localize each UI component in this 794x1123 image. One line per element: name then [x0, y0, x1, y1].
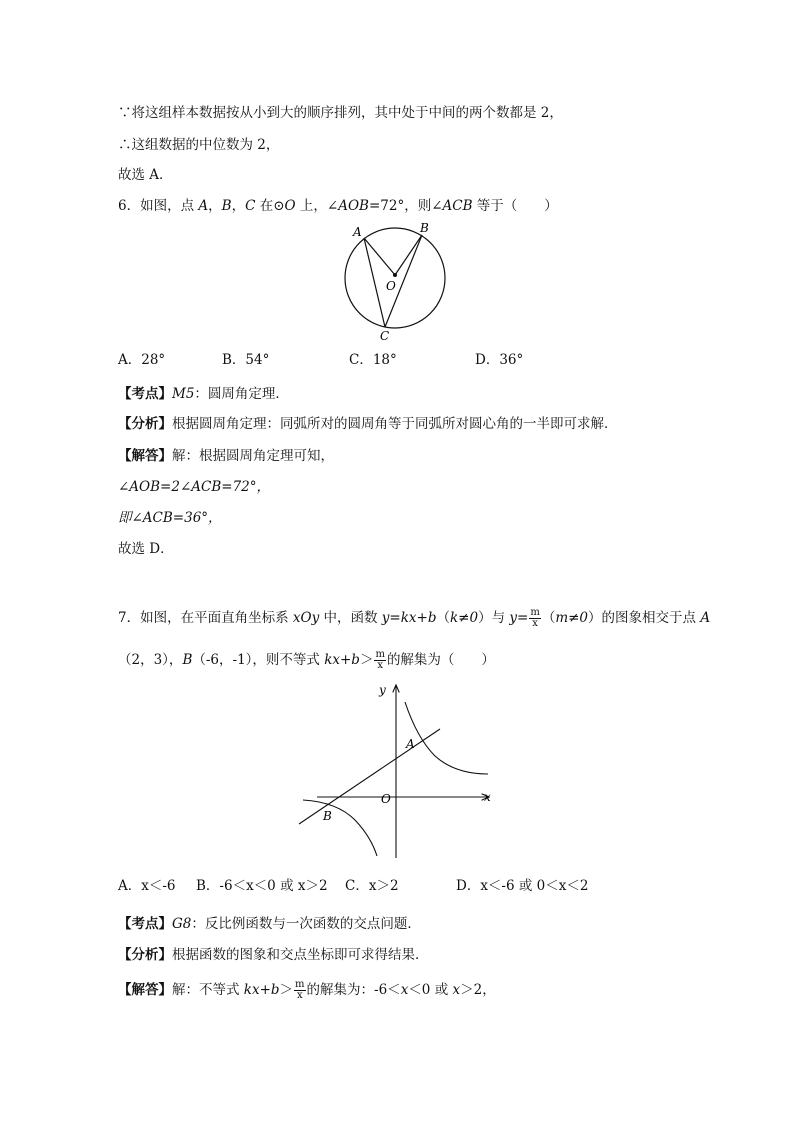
- fraction-m-over-x: $\frac{m}{x}$: [375, 649, 385, 671]
- q7-jieda: 【解答】解：不等式 kx+b＞ $\frac{m}{x}$ 的解集为：-6＜x＜0 或 x＞2，: [118, 979, 496, 1001]
- q6-choice-a: A．28°: [118, 352, 166, 368]
- label-c: C: [380, 329, 390, 343]
- q7-choice-c: C．x＞2: [345, 878, 399, 894]
- q6-kaodian: 【考点】M5：圆周角定理．: [118, 386, 289, 402]
- intro-line-3: 故选 A．: [118, 167, 173, 183]
- q6-step-2: 即∠ACB=36°，: [118, 510, 222, 526]
- q6-choice-c: C．18°: [349, 352, 397, 368]
- q7-graph-figure: [295, 680, 500, 860]
- label-a: A: [353, 225, 362, 239]
- circle-o: [345, 228, 445, 328]
- label-b: B: [420, 221, 429, 235]
- q6-choice-d: D．36°: [475, 352, 524, 368]
- hyperbola-branch-third-quadrant: [303, 800, 377, 856]
- label-b: B: [323, 809, 332, 823]
- q7-stem-line-1: 7．如图，在平面直角坐标系 xOy 中，函数 y=kx+b（k≠0）与 y= $\frac{m}{x}$ （m≠0）的图象相交于点 A: [118, 607, 711, 629]
- q6-stem: 6．如图，点 A，B，C 在⊙O 上，∠AOB=72°，则∠ACB 等于（ ）: [118, 198, 558, 214]
- linear-function-line: [299, 729, 440, 824]
- q6-fenxi: 【分析】根据圆周角定理：同弧所对的圆周角等于同弧所对圆心角的一半即可求解．: [118, 416, 618, 432]
- q6-step-1: ∠AOB=2∠ACB=72°，: [118, 479, 271, 495]
- q6-circle-figure: [340, 220, 455, 345]
- label-o: O: [381, 792, 391, 806]
- hyperbola-branch-first-quadrant: [405, 702, 488, 774]
- q7-choice-b: B．-6＜x＜0 或 x＞2: [196, 878, 328, 894]
- fraction-m-over-x: $\frac{m}{x}$: [295, 979, 305, 1001]
- q7-choice-d: D．x＜-6 或 0＜x＜2: [456, 878, 589, 894]
- q7-kaodian: 【考点】G8：反比例函数与一次函数的交点问题．: [118, 916, 421, 932]
- q6-choice-b: B．54°: [222, 352, 270, 368]
- q7-fenxi: 【分析】根据函数的图象和交点坐标即可求得结果．: [118, 947, 429, 963]
- q7-stem-line-2: （2，3），B（-6，-1），则不等式 kx+b＞ $\frac{m}{x}$ 的解集为（ ）: [118, 649, 495, 671]
- fraction-m-over-x: $\frac{m}{x}$: [530, 607, 540, 629]
- q7-choice-a: A．x＜-6: [118, 878, 176, 894]
- center-point-o: [393, 273, 397, 277]
- label-o: O: [386, 279, 396, 293]
- q6-jieda: 【解答】解：根据圆周角定理可知，: [118, 448, 334, 464]
- label-x: x: [484, 790, 491, 804]
- label-a: A: [406, 737, 415, 751]
- label-y: y: [379, 683, 386, 697]
- intro-line-2: ∴这组数据的中位数为 2，: [118, 137, 280, 153]
- q6-step-3: 故选 D．: [118, 541, 174, 557]
- intro-line-1: ∵将这组样本数据按从小到大的顺序排列，其中处于中间的两个数都是 2，: [118, 105, 563, 121]
